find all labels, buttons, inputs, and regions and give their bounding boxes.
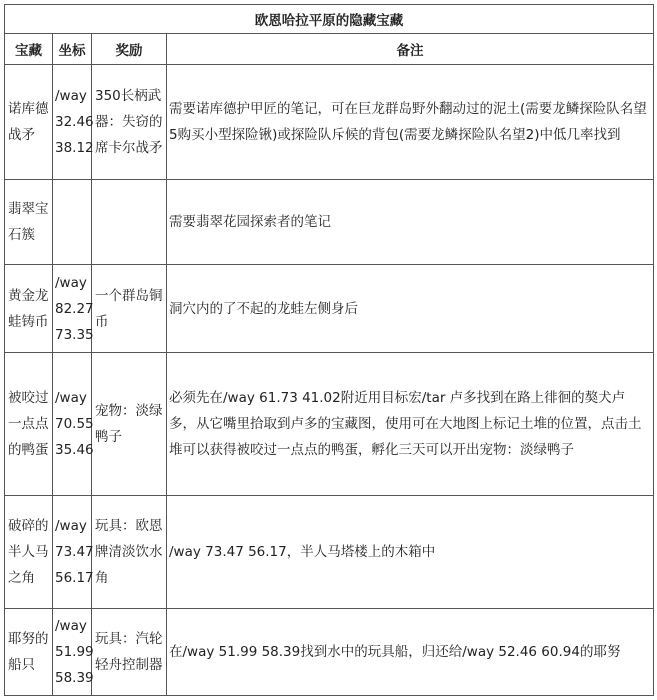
note: /way 73.47 56.17，半人马塔楼上的木箱中 — [167, 495, 654, 609]
coordinates — [53, 179, 92, 264]
title-row — [5, 5, 654, 34]
reward: 玩具：汽轮轻舟控制器 — [92, 609, 167, 696]
header-note: 备注 — [167, 34, 654, 65]
reward: 350长柄武器：失窃的席卡尔战矛 — [92, 65, 167, 180]
header-treasure: 宝藏 — [5, 34, 53, 65]
table-title: 欧恩哈拉平原的隐藏宝藏 — [5, 5, 654, 34]
reward: 玩具：欧恩牌清淡饮水角 — [92, 495, 167, 609]
coordinates: /way 70.55 35.46 — [53, 352, 92, 495]
table-row — [5, 352, 654, 495]
treasure-name: 诺库德战矛 — [5, 65, 53, 180]
coordinates: /way 51.99 58.39 — [53, 609, 92, 696]
table-row — [5, 65, 654, 180]
treasure-name: 被咬过一点点的鸭蛋 — [5, 352, 53, 495]
note: 需要诺库德护甲匠的笔记，可在巨龙群岛野外翻动过的泥土(需要龙鳞探险队名望5购买小型探险锹)或探险队斥候的背包(需要龙鳞探险队名望2)中低几率找到 — [167, 65, 654, 180]
table-row — [5, 495, 654, 609]
header-row — [5, 34, 654, 65]
note: 需要翡翠花园探索者的笔记 — [167, 179, 654, 264]
table-row — [5, 609, 654, 696]
coordinates: /way 32.46 38.12 — [53, 65, 92, 180]
treasure-name: 翡翠宝石簇 — [5, 179, 53, 264]
note: 在/way 51.99 58.39找到水中的玩具船，归还给/way 52.46 60.94的耶努 — [167, 609, 654, 696]
reward: 宠物：淡绿鸭子 — [92, 352, 167, 495]
note: 洞穴内的了不起的龙蛙左侧身后 — [167, 265, 654, 353]
table-row — [5, 265, 654, 353]
reward: 一个群岛铜币 — [92, 265, 167, 353]
reward — [92, 179, 167, 264]
note: 必须先在/way 61.73 41.02附近用目标宏/tar 卢多找到在路上徘徊的獒犬卢多，从它嘴里拾取到卢多的宝藏图，使用可在大地图上标记土堆的位置，点击土堆可以获得被咬过一点点的鸭蛋，孵化三天可以开出宠物：淡绿鸭子 — [167, 352, 654, 495]
header-coord: 坐标 — [53, 34, 92, 65]
coordinates: /way 73.47 56.17 — [53, 495, 92, 609]
treasure-name: 黄金龙蛙铸币 — [5, 265, 53, 353]
table-row — [5, 179, 654, 264]
treasure-name: 破碎的半人马之角 — [5, 495, 53, 609]
treasure-name: 耶努的船只 — [5, 609, 53, 696]
header-reward: 奖励 — [92, 34, 167, 65]
treasure-table — [4, 4, 654, 696]
coordinates: /way 82.27 73.35 — [53, 265, 92, 353]
